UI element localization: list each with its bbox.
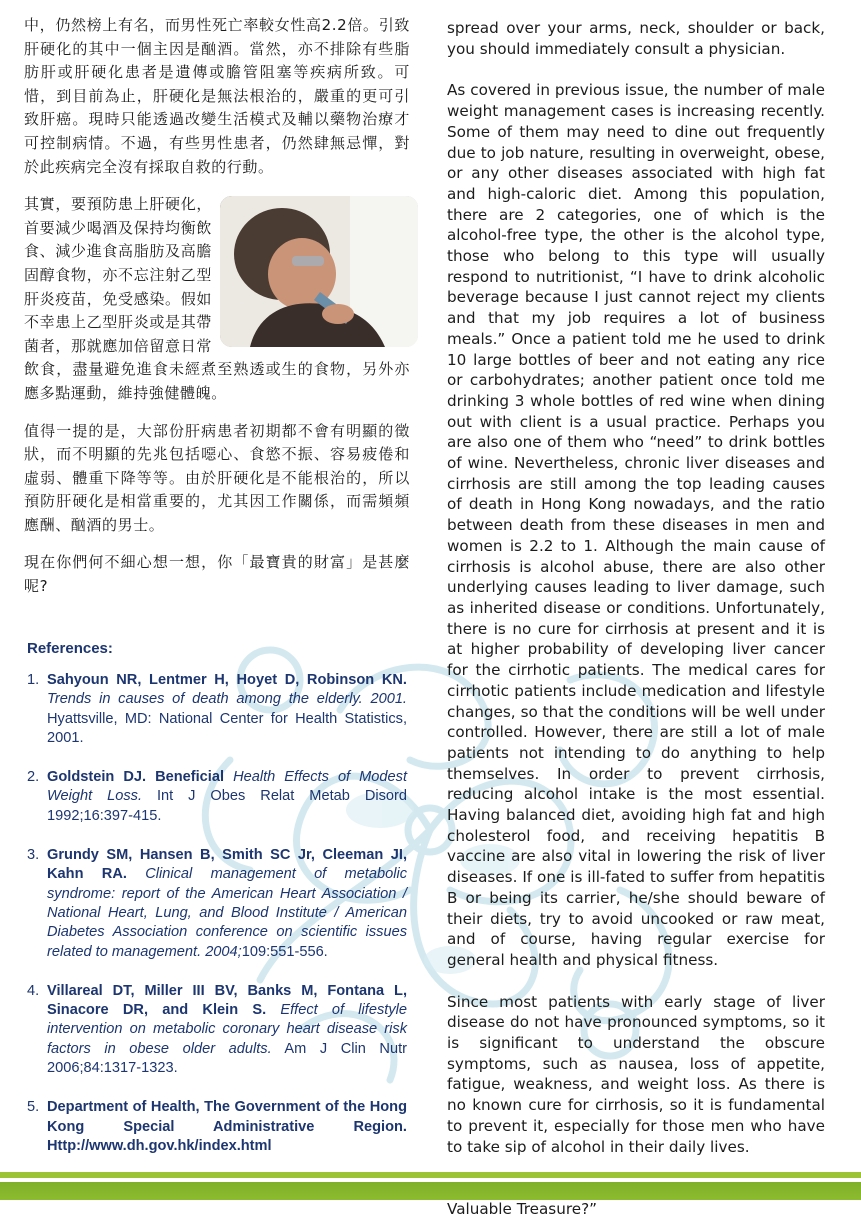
en-paragraph: Valuable Treasure?” bbox=[447, 1199, 598, 1218]
references-title: References: bbox=[27, 640, 113, 657]
reference-link[interactable]: Department of Health, The Government of the Hong Kong Special Administrative Region. Http://www.dh.gov.hk/index.html bbox=[47, 1099, 407, 1154]
bottom-color-bar bbox=[0, 1166, 861, 1200]
man-drinking-illustration bbox=[220, 196, 418, 347]
reference-item: 3. Grundy SM, Hansen B, Smith SC Jr, Cleeman JI, Kahn RA. Clinical management of metabolic syndrome: report of the American Heart Association / National Heart, Lung, and Blood Institute / American Diabetes Association conference on scientific issues related to management. 2004;109:551-556. bbox=[27, 847, 407, 960]
zh-paragraph: 其實，要預防患上肝硬化，首要減少喝酒及保持均衡飲食、減少進食高脂肪及高膽固醇食物，亦不忘注射乙型肝炎疫苗，免受感染。假如不幸患上乙型肝炎或是其帶菌者，那就應加倍留意日常飲食，盡量避免進食未經煮至熟透或生的食物，另外亦應多點運動，維持強健體魄。 bbox=[24, 195, 410, 402]
en-paragraph: Since most patients with early stage of liver disease do not have pronounced symptoms, so it is significant to understand the obscure symptoms, such as nausea, loss of appetite, fatigue, weakness, and weight loss. As there is no known cure for cirrhosis, so it is fundamental to prevent it, especially for those men who have to take sip of alcohol in their daily lives. bbox=[447, 992, 825, 1156]
references-list bbox=[27, 671, 407, 1176]
en-paragraph: spread over your arms, neck, shoulder or back, you should immediately consult a physician. bbox=[447, 19, 825, 58]
zh-paragraph: 現在你們何不細心想一想，你「最寶貴的財富」是甚麼呢? bbox=[24, 553, 410, 596]
zh-paragraph-with-photo bbox=[24, 193, 410, 405]
reference-item: 4. Villareal DT, Miller III BV, Banks M, Fontana L, Sinacore DR, and Klein S. Effect of lifestyle intervention on metabolic coronary heart disease risk factors in obese older adults. Am J Clin Nutr 2006;84:1317-1323. bbox=[27, 982, 408, 1077]
en-paragraph: As covered in previous issue, the number of male weight management cases is increasing recently. Some of them may need to dine out frequently due to job nature, resulting in overweight, obese, or any other diseases associated with high fat and high-caloric diet. Among this population, there are 2 categories, one of which is the alcohol-free type, the other is the alcohol type, those who belong to this type will usually respond to nutritionist, “I have to drink alcoholic beverage because I just cannot reject my clients and that my job requires a lot of business meals.” Once a patient told me he used to drink 10 large bottles of beer and not eating any rice or carbohydrates; another patient once told me drinking 3 whole bottles of red wine when dining out with client is a usual practice. Perhaps you are also one of them who “need” to drink bottles of wine. Nevertheless, chronic liver diseases and cirrhosis are still among the top leading causes of death in Hong Kong nowadays, and the ratio between death from these diseases in men and women is 2.2 to 1. Although the main cause of cirrhosis is alcohol abuse, there are also other underlying causes leading to liver damage, such as inherited disease or conditions. Unfortunately, there is no cure for cirrhosis at present and it is at higher probability of developing liver cancer for the cirrhotic patients. The medical cares for cirrhotic patients include medication and lifestyle changes, so that the conditions will be well under controlled. However, there are still a lot of male patients not intending to do anything to help themselves. In order to prevent cirrhosis, reducing alcohol intake is the most essential. Having balanced diet, avoiding high fat and high cholesterol food, and receiving hepatitis B vaccine are also vital in lowering the risk of liver diseases. If one is ill-fated to suffer from hepatitis B or being its carrier, he/she should beware of their diets, try to avoid uncooked or raw meat, and of course, having regular exercise for general health and physical fitness. bbox=[447, 81, 825, 969]
reference-item: 5. Department of Health, The Government of the Hong Kong Special Administrative Region. Http://www.dh.gov.hk/index.html bbox=[27, 1099, 407, 1154]
zh-paragraph: 中，仍然榜上有名，而男性死亡率較女性高2.2倍。引致肝硬化的其中一個主因是酗酒。當然，亦不排除有些脂肪肝或肝硬化患者是遺傳或膽管阻塞等疾病所致。可惜，到目前為止，肝硬化是無法根治的，嚴重的更可引致肝癌。現時只能透過改變生活模式及輔以藥物治療才可控制病情。不過，有些男性患者，仍然肆無忌憚，對於此疾病完全沒有採取自救的行動。 bbox=[24, 16, 410, 176]
man-drinking-photo bbox=[220, 196, 418, 347]
zh-paragraph: 值得一提的是，大部份肝病患者初期都不會有明顯的徵狀，而不明顯的先兆包括噁心、食慾不振、容易疲倦和虛弱、體重下降等等。由於肝硬化是不能根治的，所以預防肝硬化是相當重要的，尤其因工作關係，而需頻頻應酬、酗酒的男士。 bbox=[24, 421, 410, 534]
reference-item: 2. Goldstein DJ. Beneficial Health Effects of Modest Weight Loss. Int J Obes Relat Metab Disord 1992;16:397-415. bbox=[27, 769, 408, 824]
left-column bbox=[24, 14, 410, 599]
right-column bbox=[447, 18, 825, 1220]
reference-item: 1. Sahyoun NR, Lentmer H, Hoyet D, Robinson KN. Trends in causes of death among the elderly. 2001. Hyattsville, MD: National Center for Health Statistics, 2001. bbox=[27, 672, 407, 746]
